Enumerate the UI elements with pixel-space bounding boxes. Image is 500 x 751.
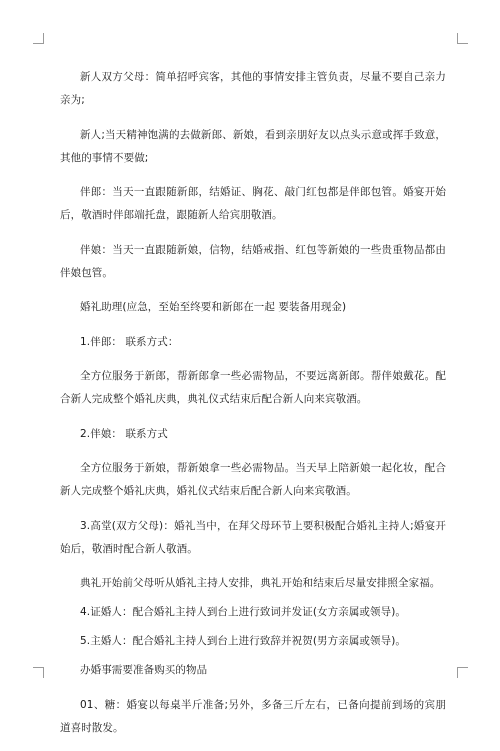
paragraph-groomsman-contact: 1.伴郎： 联系方式： (80, 335, 179, 348)
paragraph-groomsman-duties: 伴郎：当天一直跟随新郎，结婚证、胸花、敲门红包都是伴郎包管。婚宴开始后，敬酒时伴郎端托盘，跟随新人给宾朋敬酒。 (60, 186, 446, 221)
crop-mark-top-left (33, 33, 44, 44)
paragraph-parents-duties: 新人双方父母：简单招呼宾客，其他的事情安排主管负责，尽量不要自己亲力亲为; (60, 71, 446, 106)
paragraph-witness: 4.证婚人：配合婚礼主持人到台上进行致词并发证(女方亲属或领导)。 (80, 606, 407, 618)
paragraph-bridesmaid-duties: 伴娘：当天一直跟随新娘，信物，结婚戒指、红包等新娘的一些贵重物品都由伴娘包管。 (60, 243, 446, 279)
crop-mark-bottom-left (33, 667, 44, 678)
paragraph-bridesmaid-contact: 2.伴娘： 联系方式 (80, 427, 168, 440)
paragraph-officiant: 5.主婚人：配合婚礼主持人到台上进行致辞并祝贺(男方亲属或领导)。 (80, 635, 407, 647)
paragraph-family-photo: 典礼开始前父母听从婚礼主持人安排，典礼开始和结束后尽量安排照全家福。 (80, 577, 441, 589)
paragraph-groomsman-service: 全方位服务于新郎，帮新郎拿一些必需物品，不要远离新郎。帮伴娘戴花。配合新人完成整个婚礼庆典，典礼仪式结束后配合新人向来宾敬酒。 (60, 370, 446, 405)
document-body (60, 66, 446, 751)
paragraph-candy: 01、糖：婚宴以每桌半斤准备;另外，多备三斤左右，已备向提前到场的宾朋道喜时散发。 (60, 698, 446, 734)
paragraph-shopping-heading: 办婚事需要准备购买的物品 (80, 664, 208, 676)
crop-mark-top-right (457, 33, 468, 44)
paragraph-bridesmaid-service: 全方位服务于新娘，帮新娘拿一些必需物品。当天早上陪新娘一起化妆，配合新人完成整个婚礼庆典，婚礼仪式结束后配合新人向来宾敬酒。 (60, 462, 446, 497)
paragraph-parents-ceremony: 3.高堂(双方父母)：婚礼当中，在拜父母环节上要积极配合婚礼主持人;婚宴开始后，敬酒时配合新人敬酒。 (60, 519, 446, 555)
paragraph-assistant-heading: 婚礼助理(应急，至始至终要和新郎在一起 要装备用现金) (80, 301, 347, 313)
paragraph-couple-duties: 新人;当天精神饱满的去做新郎、新娘，看到亲朋好友以点头示意或挥手致意，其他的事情不要做; (60, 128, 446, 164)
crop-mark-bottom-right (457, 667, 468, 678)
